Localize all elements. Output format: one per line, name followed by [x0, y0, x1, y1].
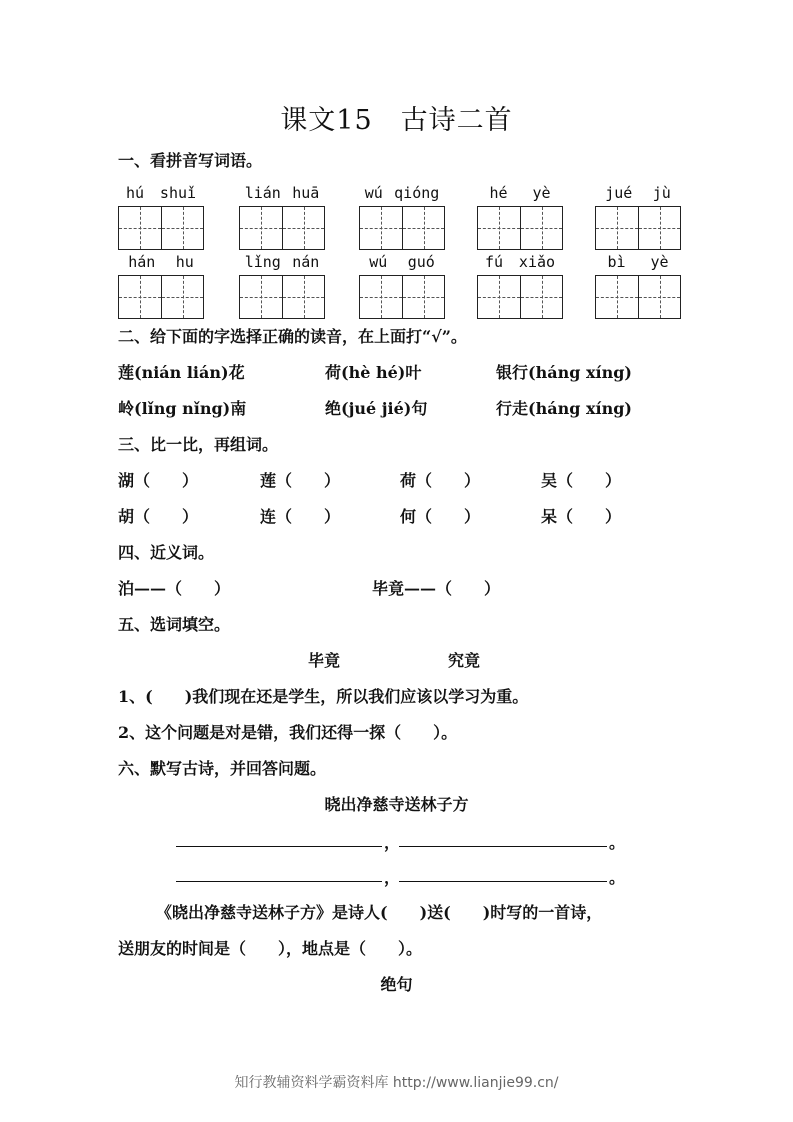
writing-boxes[interactable]	[118, 206, 204, 250]
pinyin-text: jué	[605, 184, 633, 202]
compare-word-item[interactable]: 连（ ）	[260, 507, 341, 526]
synonym-item[interactable]: 泊——（ ）	[118, 579, 231, 598]
reading-choice-item[interactable]: 银行(háng xíng)	[496, 363, 632, 382]
pinyin-text: wú	[369, 253, 388, 271]
pinyin-word	[359, 253, 445, 321]
section4-heading: 四、近义词。	[118, 543, 215, 562]
fill-blank-question-2[interactable]: 2、这个问题是对是错，我们还得一探（ ）。	[118, 723, 458, 742]
pinyin-text: xiǎo	[518, 253, 556, 271]
comma: ，	[384, 833, 401, 852]
poem-blank-line[interactable]	[399, 881, 607, 882]
poem-blank-line[interactable]	[399, 846, 607, 847]
pinyin-text: nán	[292, 253, 320, 271]
reading-choice-item[interactable]: 岭(lǐng nǐng)南	[118, 399, 247, 418]
pinyin-word	[477, 253, 563, 321]
section3-heading: 三、比一比，再组词。	[118, 435, 279, 454]
pinyin-text: wú	[364, 184, 383, 202]
section5-heading: 五、选词填空。	[118, 615, 231, 634]
period: 。	[609, 833, 626, 852]
writing-boxes[interactable]	[595, 275, 681, 319]
pinyin-text: bì	[607, 253, 626, 271]
compare-word-item[interactable]: 荷（ ）	[400, 471, 481, 490]
reading-choice-item[interactable]: 绝(jué jié)句	[325, 399, 428, 418]
word-choice: 毕竟	[308, 651, 341, 670]
pinyin-text: hu	[175, 253, 194, 271]
compare-word-item[interactable]: 胡（ ）	[118, 507, 199, 526]
pinyin-text: hé	[489, 184, 508, 202]
poem-question-2[interactable]: 送朋友的时间是（ ），地点是（ ）。	[118, 939, 423, 958]
page-title	[0, 98, 793, 137]
synonym-item[interactable]: 毕竟——（ ）	[372, 579, 501, 598]
compare-word-item[interactable]: 湖（ ）	[118, 471, 199, 490]
comma: ，	[384, 868, 401, 887]
pinyin-text: yè	[532, 184, 551, 202]
word-choice: 究竟	[448, 651, 481, 670]
pinyin-text: shuǐ	[159, 184, 197, 202]
compare-word-item[interactable]: 莲（ ）	[260, 471, 341, 490]
compare-word-item[interactable]: 吴（ ）	[541, 471, 622, 490]
pinyin-text: hú	[125, 184, 145, 202]
pinyin-text: lián	[244, 184, 281, 202]
pinyin-row-1	[118, 184, 698, 252]
pinyin-word	[118, 184, 204, 252]
reading-choice-item[interactable]: 莲(nián lián)花	[118, 363, 245, 382]
pinyin-word	[477, 184, 563, 252]
pinyin-word	[239, 184, 325, 252]
pinyin-text: qióng	[394, 184, 440, 202]
writing-boxes[interactable]	[239, 206, 325, 250]
reading-choice-item[interactable]: 荷(hè hé)叶	[325, 363, 422, 382]
pinyin-word	[239, 253, 325, 321]
period: 。	[609, 868, 626, 887]
poem-title: 晓出净慈寺送林子方	[324, 795, 469, 814]
section1-heading: 一、看拼音写词语。	[118, 151, 263, 170]
writing-boxes[interactable]	[595, 206, 681, 250]
pinyin-word	[595, 253, 681, 321]
poem-blank-line[interactable]	[176, 881, 382, 882]
poem-title-2: 绝句	[380, 975, 413, 994]
pinyin-text: jù	[652, 184, 671, 202]
pinyin-text: fú	[484, 253, 504, 271]
pinyin-word	[595, 184, 681, 252]
writing-boxes[interactable]	[118, 275, 204, 319]
pinyin-row-2	[118, 253, 698, 321]
section6-heading: 六、默写古诗，并回答问题。	[118, 759, 327, 778]
writing-boxes[interactable]	[477, 206, 563, 250]
compare-word-item[interactable]: 呆（ ）	[541, 507, 622, 526]
pinyin-word	[118, 253, 204, 321]
compare-word-item[interactable]: 何（ ）	[400, 507, 481, 526]
reading-choice-item[interactable]: 行走(háng xíng)	[496, 399, 632, 418]
pinyin-text: yè	[650, 253, 669, 271]
writing-boxes[interactable]	[359, 275, 445, 319]
pinyin-text: huā	[292, 184, 320, 202]
writing-boxes[interactable]	[239, 275, 325, 319]
section2-heading: 二、给下面的字选择正确的读音，在上面打“√”。	[118, 327, 467, 346]
pinyin-word	[359, 184, 445, 252]
writing-boxes[interactable]	[359, 206, 445, 250]
title-sub: 古诗二首	[400, 105, 513, 136]
poem-blank-line[interactable]	[176, 846, 382, 847]
pinyin-text: lǐng	[244, 253, 281, 271]
footer-watermark: 知行教辅资料学霸资料库 http://www.lianjie99.cn/	[234, 1075, 559, 1091]
pinyin-text: guó	[407, 253, 435, 271]
fill-blank-question-1[interactable]: 1、( )我们现在还是学生，所以我们应该以学习为重。	[118, 687, 529, 706]
poem-question-1[interactable]: 《晓出净慈寺送林子方》是诗人( )送( )时写的一首诗，	[156, 903, 603, 922]
writing-boxes[interactable]	[477, 275, 563, 319]
pinyin-text: hán	[128, 253, 156, 271]
title-main: 课文15	[280, 105, 373, 136]
